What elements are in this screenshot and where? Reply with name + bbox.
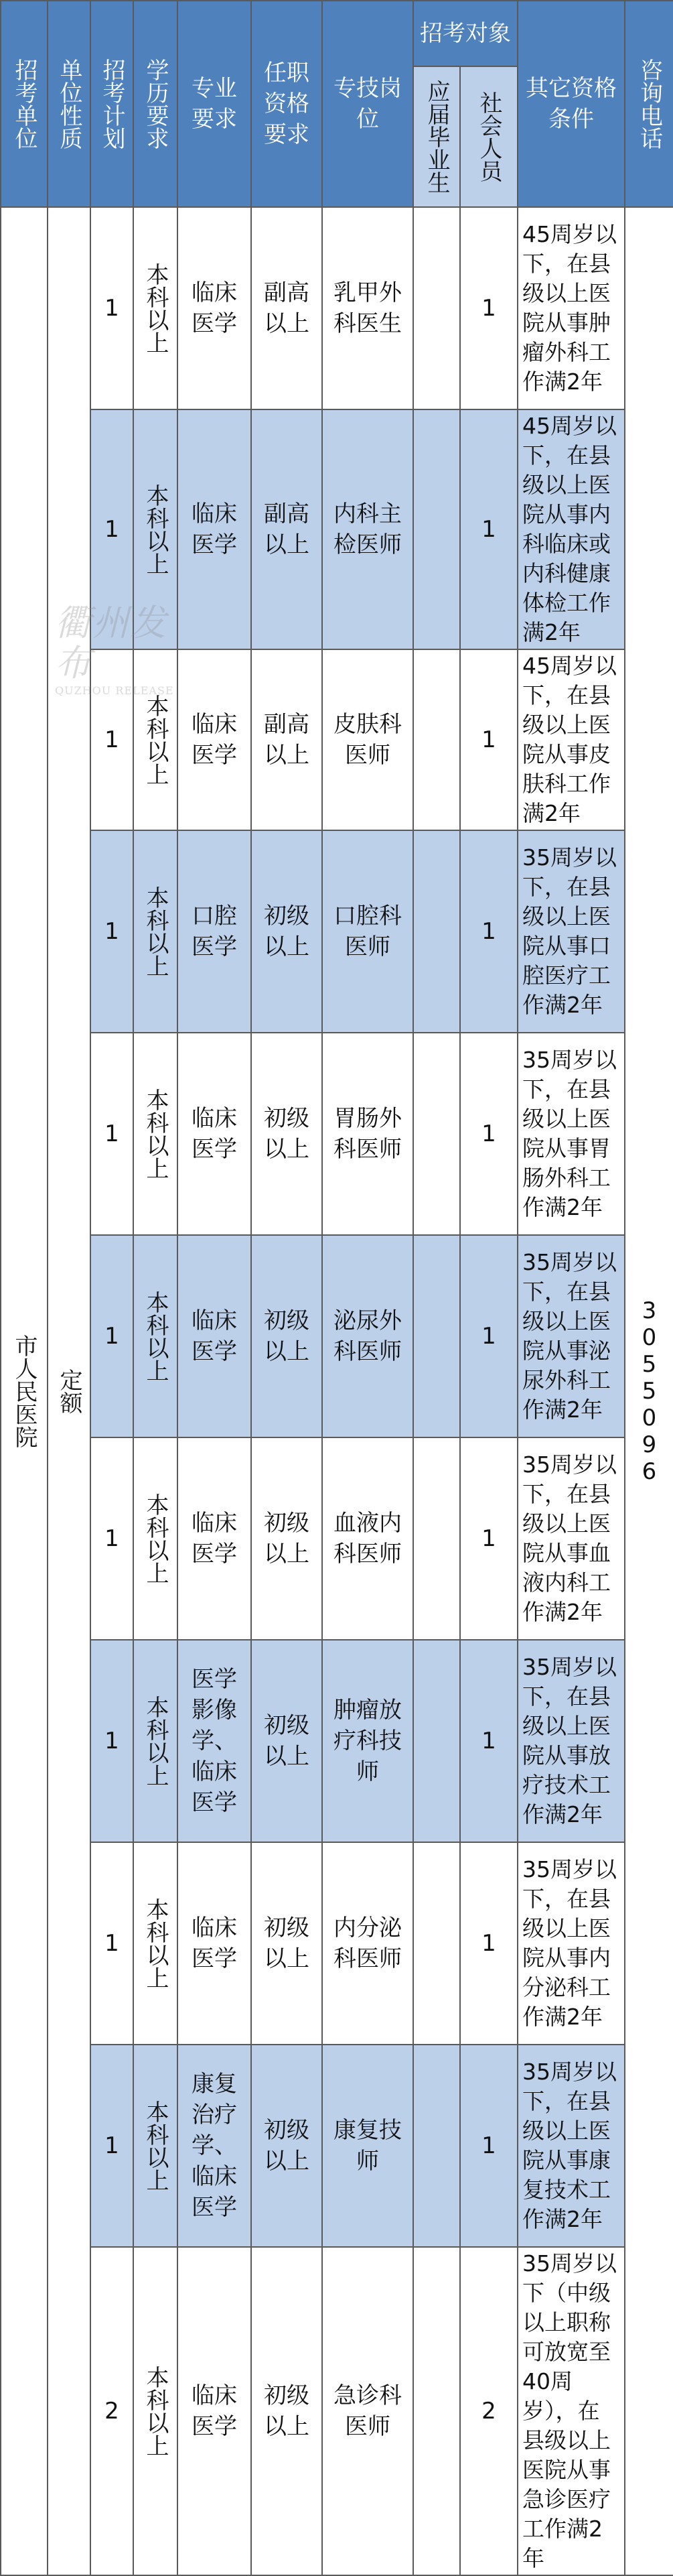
cell-post — [322, 2045, 413, 2247]
post-value: 口腔科医师 — [333, 903, 402, 960]
cell-graduate — [413, 207, 460, 409]
cell-qualification — [251, 207, 322, 409]
table-row — [1, 2247, 673, 2575]
watermark-title: 衢州发布 — [55, 602, 167, 684]
cell-qualification — [251, 409, 322, 649]
cell-major — [177, 1033, 251, 1235]
cell-plan — [90, 649, 133, 830]
cell-plan — [90, 1437, 133, 1640]
cell-qualification — [251, 2045, 322, 2247]
cell-plan — [90, 1235, 133, 1437]
cell-post — [322, 1033, 413, 1235]
education-value: 本科以上 — [142, 484, 169, 575]
cell-social — [460, 207, 518, 409]
education-value: 本科以上 — [142, 2366, 169, 2457]
header-post: 专技岗位 — [322, 1, 413, 207]
table-row — [1, 207, 673, 409]
qualification-value: 初级以上 — [264, 903, 309, 960]
other-value: 35周岁以下，在县级以上医院从事胃肠外科工作满2年 — [522, 1047, 617, 1220]
cell-major — [177, 1235, 251, 1437]
cell-graduate — [413, 830, 460, 1033]
cell-major — [177, 2045, 251, 2247]
cell-graduate — [413, 1842, 460, 2045]
cell-major — [177, 830, 251, 1033]
cell-education — [133, 1033, 177, 1235]
cell-education — [133, 409, 177, 649]
cell-social — [460, 2247, 518, 2575]
table-row — [1, 2045, 673, 2247]
cell-graduate — [413, 2045, 460, 2247]
cell-other — [518, 649, 625, 830]
table-row — [1, 649, 673, 830]
cell-post — [322, 1640, 413, 1842]
cell-plan — [90, 830, 133, 1033]
cell-post — [322, 1842, 413, 2045]
cell-other — [518, 1033, 625, 1235]
other-value: 45周岁以下，在县级以上医院从事内科临床或内科健康体检工作满2年 — [522, 413, 617, 645]
cell-major — [177, 409, 251, 649]
cell-post — [322, 1235, 413, 1437]
unit-cell — [1, 207, 48, 2575]
cell-post — [322, 409, 413, 649]
cell-other — [518, 2045, 625, 2247]
cell-qualification — [251, 1033, 322, 1235]
cell-plan — [90, 1842, 133, 2045]
cell-graduate — [413, 2247, 460, 2575]
header-graduate: 应届毕业生 — [413, 66, 460, 207]
watermark-subtitle: QUZHOU RELEASE — [55, 684, 174, 697]
cell-education — [133, 1235, 177, 1437]
cell-graduate — [413, 1235, 460, 1437]
cell-education — [133, 1842, 177, 2045]
table-row — [1, 1033, 673, 1235]
header-target: 招考对象 — [413, 1, 518, 66]
post-value: 皮肤科医师 — [333, 711, 402, 769]
header-unit: 招考单位 — [1, 1, 48, 207]
cell-graduate — [413, 409, 460, 649]
qualification-value: 初级以上 — [264, 2382, 309, 2440]
education-value: 本科以上 — [142, 886, 169, 977]
cell-social — [460, 1842, 518, 2045]
cell-plan — [90, 1033, 133, 1235]
cell-graduate — [413, 1640, 460, 1842]
phone-value: 3055096 — [635, 1297, 663, 1485]
header-phone: 咨询电话 — [625, 1, 673, 207]
cell-qualification — [251, 1640, 322, 1842]
phone-cell — [625, 207, 673, 2575]
cell-other — [518, 1235, 625, 1437]
header-nature: 单位性质 — [48, 1, 90, 207]
cell-education — [133, 649, 177, 830]
header-education: 学历要求 — [133, 1, 177, 207]
qualification-value: 初级以上 — [264, 2117, 309, 2175]
other-value: 35周岁以下，在县级以上医院从事口腔医疗工作满2年 — [522, 844, 617, 1018]
plan-value: 1 — [104, 1728, 119, 1754]
cell-qualification — [251, 1437, 322, 1640]
cell-education — [133, 1640, 177, 1842]
social-value: 1 — [481, 516, 496, 543]
education-value: 本科以上 — [142, 1695, 169, 1787]
plan-value: 1 — [104, 1120, 119, 1147]
plan-value: 1 — [104, 1525, 119, 1552]
other-value: 45周岁以下，在县级以上医院从事肿瘤外科工作满2年 — [522, 221, 617, 395]
cell-other — [518, 1842, 625, 2045]
cell-social — [460, 1235, 518, 1437]
cell-social — [460, 1033, 518, 1235]
major-value: 临床医学 — [192, 1510, 237, 1567]
other-value: 35周岁以下，在县级以上医院从事放疗技术工作满2年 — [522, 1654, 617, 1827]
plan-value: 1 — [104, 726, 119, 753]
social-value: 1 — [481, 1525, 496, 1552]
cell-education — [133, 830, 177, 1033]
cell-post — [322, 649, 413, 830]
nature-value: 定额 — [56, 1368, 82, 1414]
cell-other — [518, 2247, 625, 2575]
social-value: 1 — [481, 1930, 496, 1957]
education-value: 本科以上 — [142, 1898, 169, 1989]
major-value: 康复治疗学、临床医学 — [192, 2071, 237, 2221]
post-value: 泌尿外科医师 — [333, 1307, 402, 1365]
table-row — [1, 1640, 673, 1842]
table-row — [1, 830, 673, 1033]
unit-value: 市人民医院 — [11, 1334, 38, 1448]
cell-post — [322, 1437, 413, 1640]
plan-value: 2 — [104, 2398, 119, 2425]
header-plan: 招考计划 — [90, 1, 133, 207]
cell-major — [177, 1640, 251, 1842]
post-value: 乳甲外科医生 — [333, 279, 402, 337]
cell-other — [518, 207, 625, 409]
qualification-value: 初级以上 — [264, 1712, 309, 1770]
cell-graduate — [413, 1437, 460, 1640]
cell-qualification — [251, 1842, 322, 2045]
qualification-value: 副高以上 — [264, 279, 309, 337]
table-header — [1, 1, 673, 207]
cell-social — [460, 1640, 518, 1842]
qualification-value: 副高以上 — [264, 711, 309, 769]
major-value: 医学影像学、临床医学 — [192, 1666, 237, 1816]
table-row — [1, 1437, 673, 1640]
plan-value: 1 — [104, 516, 119, 543]
table-row — [1, 1842, 673, 2045]
cell-social — [460, 649, 518, 830]
cell-other — [518, 409, 625, 649]
post-value: 胃肠外科医师 — [333, 1105, 402, 1163]
plan-value: 1 — [104, 1930, 119, 1957]
social-value: 1 — [481, 1120, 496, 1147]
education-value: 本科以上 — [142, 263, 169, 354]
other-value: 35周岁以下，在县级以上医院从事血液内科工作满2年 — [522, 1452, 617, 1625]
cell-social — [460, 830, 518, 1033]
cell-social — [460, 409, 518, 649]
post-value: 康复技师 — [333, 2117, 402, 2175]
social-value: 1 — [481, 726, 496, 753]
education-value: 本科以上 — [142, 1088, 169, 1179]
post-value: 血液内科医师 — [333, 1510, 402, 1567]
plan-value: 1 — [104, 918, 119, 945]
major-value: 临床医学 — [192, 1105, 237, 1163]
table-row — [1, 1235, 673, 1437]
social-value: 1 — [481, 1323, 496, 1350]
cell-plan — [90, 207, 133, 409]
qualification-value: 初级以上 — [264, 1915, 309, 1972]
social-value: 1 — [481, 1728, 496, 1754]
cell-major — [177, 2247, 251, 2575]
social-value: 1 — [481, 2132, 496, 2159]
cell-graduate — [413, 1033, 460, 1235]
cell-qualification — [251, 830, 322, 1033]
header-other: 其它资格条件 — [518, 1, 625, 207]
major-value: 口腔医学 — [192, 903, 237, 960]
major-value: 临床医学 — [192, 2382, 237, 2440]
post-value: 急诊科医师 — [333, 2382, 402, 2440]
cell-other — [518, 830, 625, 1033]
social-value: 1 — [481, 918, 496, 945]
social-value: 2 — [481, 2398, 496, 2425]
cell-post — [322, 2247, 413, 2575]
plan-value: 1 — [104, 295, 119, 322]
major-value: 临床医学 — [192, 501, 237, 558]
cell-education — [133, 1437, 177, 1640]
major-value: 临床医学 — [192, 1307, 237, 1365]
cell-major — [177, 649, 251, 830]
plan-value: 1 — [104, 1323, 119, 1350]
qualification-value: 副高以上 — [264, 501, 309, 558]
cell-post — [322, 207, 413, 409]
other-value: 35周岁以下，在县级以上医院从事泌尿外科工作满2年 — [522, 1249, 617, 1423]
cell-major — [177, 1437, 251, 1640]
cell-education — [133, 207, 177, 409]
qualification-value: 初级以上 — [264, 1105, 309, 1163]
cell-other — [518, 1640, 625, 1842]
nature-cell — [48, 207, 90, 2575]
header-social: 社会人员 — [460, 66, 518, 207]
education-value: 本科以上 — [142, 1291, 169, 1382]
cell-plan — [90, 409, 133, 649]
major-value: 临床医学 — [192, 279, 237, 337]
post-value: 内科主检医师 — [333, 501, 402, 558]
cell-graduate — [413, 649, 460, 830]
cell-post — [322, 830, 413, 1033]
cell-qualification — [251, 649, 322, 830]
cell-social — [460, 2045, 518, 2247]
qualification-value: 初级以上 — [264, 1510, 309, 1567]
cell-major — [177, 1842, 251, 2045]
cell-plan — [90, 2045, 133, 2247]
other-value: 45周岁以下，在县级以上医院从事皮肤科工作满2年 — [522, 653, 617, 826]
education-value: 本科以上 — [142, 1493, 169, 1584]
table-row — [1, 409, 673, 649]
header-qualification: 任职资格要求 — [251, 1, 322, 207]
header-major: 专业要求 — [177, 1, 251, 207]
table-body — [1, 207, 673, 2575]
major-value: 临床医学 — [192, 1915, 237, 1972]
post-value: 肿瘤放疗科技师 — [333, 1697, 402, 1785]
cell-qualification — [251, 2247, 322, 2575]
education-value: 本科以上 — [142, 2100, 169, 2191]
other-value: 35周岁以下（中级以上职称可放宽至40周岁），在县级以上医院从事急诊医疗工作满2年 — [522, 2250, 617, 2571]
major-value: 临床医学 — [192, 711, 237, 769]
post-value: 内分泌科医师 — [333, 1915, 402, 1972]
plan-value: 1 — [104, 2132, 119, 2159]
other-value: 35周岁以下，在县级以上医院从事内分泌科工作满2年 — [522, 1856, 617, 2030]
qualification-value: 初级以上 — [264, 1307, 309, 1365]
social-value: 1 — [481, 295, 496, 322]
other-value: 35周岁以下，在县级以上医院从事康复技术工作满2年 — [522, 2059, 617, 2232]
education-value: 本科以上 — [142, 694, 169, 785]
cell-qualification — [251, 1235, 322, 1437]
cell-plan — [90, 1640, 133, 1842]
cell-plan — [90, 2247, 133, 2575]
cell-education — [133, 2247, 177, 2575]
cell-other — [518, 1437, 625, 1640]
cell-social — [460, 1437, 518, 1640]
cell-major — [177, 207, 251, 409]
cell-education — [133, 2045, 177, 2247]
